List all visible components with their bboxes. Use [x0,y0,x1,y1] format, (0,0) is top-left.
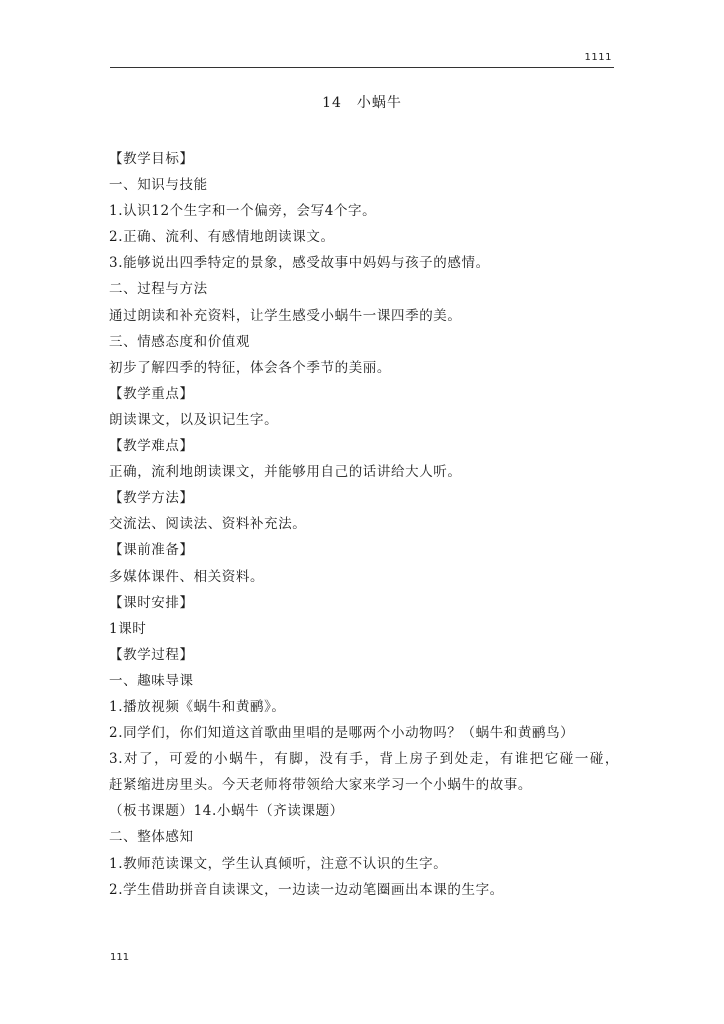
section-heading-objectives: 【教学目标】 [109,151,194,167]
paragraph: 多媒体课件、相关资料。 [109,568,265,585]
subheading-overall-perception: 二、整体感知 [109,829,194,846]
paragraph: 1.教师范读课文，学生认真倾听，注意不认识的生字。 [109,855,448,872]
paragraph: 朗读课文，以及识记生字。 [109,411,279,428]
section-heading-key-points: 【教学重点】 [109,385,194,402]
paragraph: 1课时 [109,620,147,637]
section-heading-methods: 【教学方法】 [109,490,194,507]
paragraph: 2.同学们，你们知道这首歌曲里唱的是哪两个小动物吗？（蜗牛和黄鹂鸟） [109,725,575,742]
paragraph: 1.认识12个生字和一个偏旁，会写4个字。 [109,203,377,220]
subheading-process-method: 二、过程与方法 [109,281,208,298]
paragraph: 3.对了，可爱的小蜗牛，有脚，没有手，背上房子到处走，有谁把它碰一碰， [109,751,619,768]
paragraph: 1.播放视频《蜗牛和黄鹂》。 [109,698,286,715]
lesson-title: 14 小蜗牛 [322,95,402,111]
header-rule [110,67,614,68]
lesson-body [109,146,619,903]
paragraph: （板书课题）14.小蜗牛（齐读课题） [109,803,344,820]
paragraph: 3.能够说出四季特定的景象，感受故事中妈妈与孩子的感情。 [109,255,490,272]
paragraph: 2.正确、流利、有感情地朗读课文。 [109,229,335,246]
paragraph: 赶紧缩进房里头。今天老师将带领给大家来学习一个小蜗牛的故事。 [109,777,532,794]
paragraph: 2.学生借助拼音自读课文，一边读一边动笔圈画出本课的生字。 [109,881,504,898]
paragraph: 交流法、阅读法、资料补充法。 [109,516,307,533]
section-heading-difficulties: 【教学难点】 [109,438,194,455]
header-page-number: 1111 [584,52,612,63]
section-heading-schedule: 【课时安排】 [109,594,194,611]
footer-page-number: 111 [110,952,130,963]
paragraph: 通过朗读和补充资料，让学生感受小蜗牛一课四季的美。 [109,307,462,324]
subheading-attitude-values: 三、情感态度和价值观 [109,333,250,350]
subheading-knowledge-skills: 一、知识与技能 [109,177,208,194]
section-heading-preparation: 【课前准备】 [109,542,194,559]
section-heading-process: 【教学过程】 [109,646,194,663]
paragraph: 初步了解四季的特征，体会各个季节的美丽。 [109,359,391,376]
paragraph: 正确，流利地朗读课文，并能够用自己的话讲给大人听。 [109,464,462,481]
subheading-introduction: 一、趣味导课 [109,672,194,689]
